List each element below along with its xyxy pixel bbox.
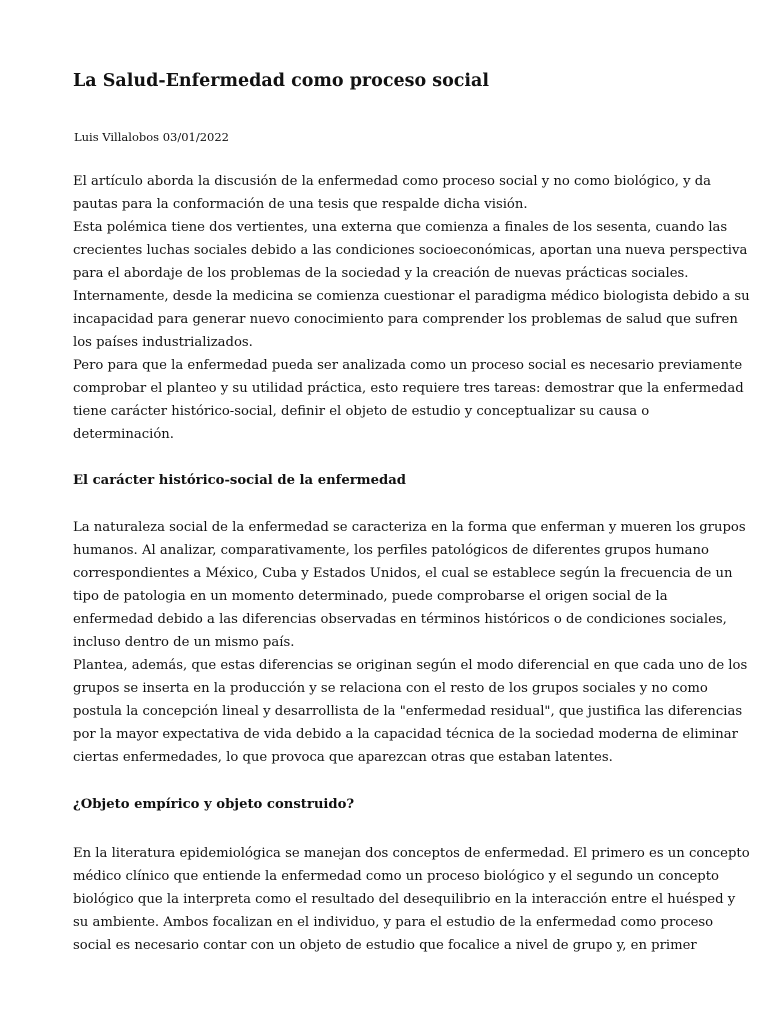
- body-line: tiene carácter histórico-social, definir el objeto de estudio y conceptualizar su causa o: [73, 404, 650, 419]
- document-title: La Salud-Enfermedad como proceso social: [73, 71, 490, 91]
- body-line: En la literatura epidemiológica se manejan dos conceptos de enfermedad. El primero es un concepto: [73, 846, 750, 861]
- body-line: correspondientes a México, Cuba y Estados Unidos, el cual se establece según la frecuencia de un: [73, 566, 733, 581]
- body-line: grupos se inserta en la producción y se relaciona con el resto de los grupos sociales y no como: [73, 681, 708, 696]
- body-line: La naturaleza social de la enfermedad se caracteriza en la forma que enferman y mueren los grupos: [73, 520, 746, 535]
- body-line: El artículo aborda la discusión de la enfermedad como proceso social y no como biológico, y da: [73, 174, 712, 189]
- body-line: comprobar el planteo y su utilidad práctica, esto requiere tres tareas: demostrar que la enfermedad: [73, 381, 744, 396]
- body-line: los países industrializados.: [73, 335, 253, 350]
- section-objeto-paragraphs: [73, 842, 750, 957]
- body-line: determinación.: [73, 427, 174, 442]
- body-line: su ambiente. Ambos focalizan en el individuo, y para el estudio de la enfermedad como proceso: [73, 915, 714, 930]
- body-line: Internamente, desde la medicina se comienza cuestionar el paradigma médico biologista debido a su: [73, 289, 750, 304]
- body-line: Pero para que la enfermedad pueda ser analizada como un proceso social es necesario previamente: [73, 358, 743, 373]
- body-line: enfermedad debido a las diferencias observadas en términos históricos o de condiciones sociales,: [73, 612, 727, 627]
- section-historico-social-paragraphs: [73, 516, 748, 769]
- body-line: humanos. Al analizar, comparativamente, los perfiles patológicos de diferentes grupos humano: [73, 543, 709, 558]
- body-line: social es necesario contar con un objeto de estudio que focalice a nivel de grupo y, en primer: [73, 938, 697, 953]
- body-line: médico clínico que entiende la enfermedad como un proceso biológico y el segundo un concepto: [73, 869, 719, 884]
- body-line: crecientes luchas sociales debido a las condiciones socioeconómicas, aportan una nueva perspectiva: [73, 243, 748, 258]
- author-date-line: Luis Villalobos 03/01/2022: [74, 130, 229, 144]
- body-line: para el abordaje de los problemas de la sociedad y la creación de nuevas prácticas sociales.: [73, 266, 689, 281]
- body-line: Esta polémica tiene dos vertientes, una externa que comienza a finales de los sesenta, cuando las: [73, 220, 728, 235]
- body-line: incluso dentro de un mismo país.: [73, 635, 295, 650]
- body-line: incapacidad para generar nuevo conocimiento para comprender los problemas de salud que sufren: [73, 312, 738, 327]
- body-line: pautas para la conformación de una tesis que respalde dicha visión.: [73, 197, 528, 212]
- body-line: tipo de patologia en un momento determinado, puede comprobarse el origen social de la: [73, 589, 668, 604]
- intro-paragraphs: [73, 170, 750, 446]
- section-heading-historico-social: El carácter histórico-social de la enfermedad: [73, 473, 407, 488]
- body-line: por la mayor expectativa de vida debido a la capacidad técnica de la sociedad moderna de eliminar: [73, 727, 738, 742]
- section-heading-objeto: ¿Objeto empírico y objeto construido?: [73, 797, 355, 812]
- body-line: biológico que la interpreta como el resultado del desequilibrio en la interacción entre el huésped y: [73, 892, 736, 907]
- body-line: ciertas enfermedades, lo que provoca que aparezcan otras que estaban latentes.: [73, 750, 613, 765]
- body-line: Plantea, además, que estas diferencias se originan según el modo diferencial en que cada uno de los: [73, 658, 748, 673]
- body-line: postula la concepción lineal y desarrollista de la "enfermedad residual", que justifica las diferencias: [73, 704, 743, 719]
